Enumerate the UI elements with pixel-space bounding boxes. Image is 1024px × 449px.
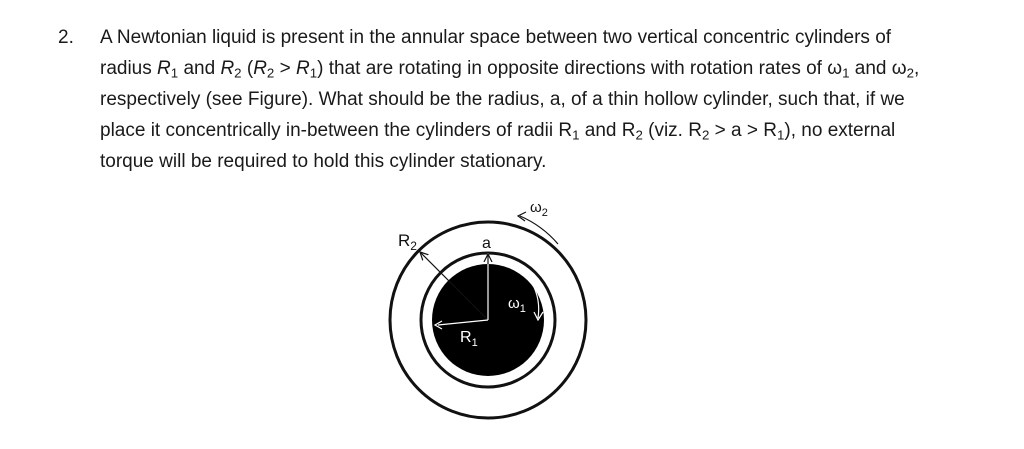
problem-number: 2. [58,27,74,48]
label-r1: $R_1$ [460,329,478,349]
text-line-2: radius $R_1$ and $R_2$ $(R_2 > R_1)$ that are rotating in opposite directions with rotation rates of $\omega_1$ and $\omega_2$, [100,58,920,81]
text-line-1: A Newtonian liquid is present in the annular space between two vertical concentric cylinders of [100,27,892,48]
label-omega1: $\omega_1$ [508,295,526,315]
problem-text [100,22,958,177]
label-omega2: $\omega_2$ [530,199,548,219]
label-r2: $R_2$ [398,231,417,253]
text-line-3: respectively (see Figure). What should be the radius, a, of a thin hollow cylinder, such that, if we [100,89,905,110]
label-a: a [482,235,491,252]
problem-statement [58,22,958,177]
figure-svg [380,190,600,440]
text-line-5: torque will be required to hold this cylinder stationary. [100,151,547,172]
concentric-cylinders-figure [380,190,600,445]
text-line-4: place it concentrically in-between the cylinders of radii $R_1$ and $R_2$ (viz. $R_2 > a > R_1$), no external [100,120,896,143]
